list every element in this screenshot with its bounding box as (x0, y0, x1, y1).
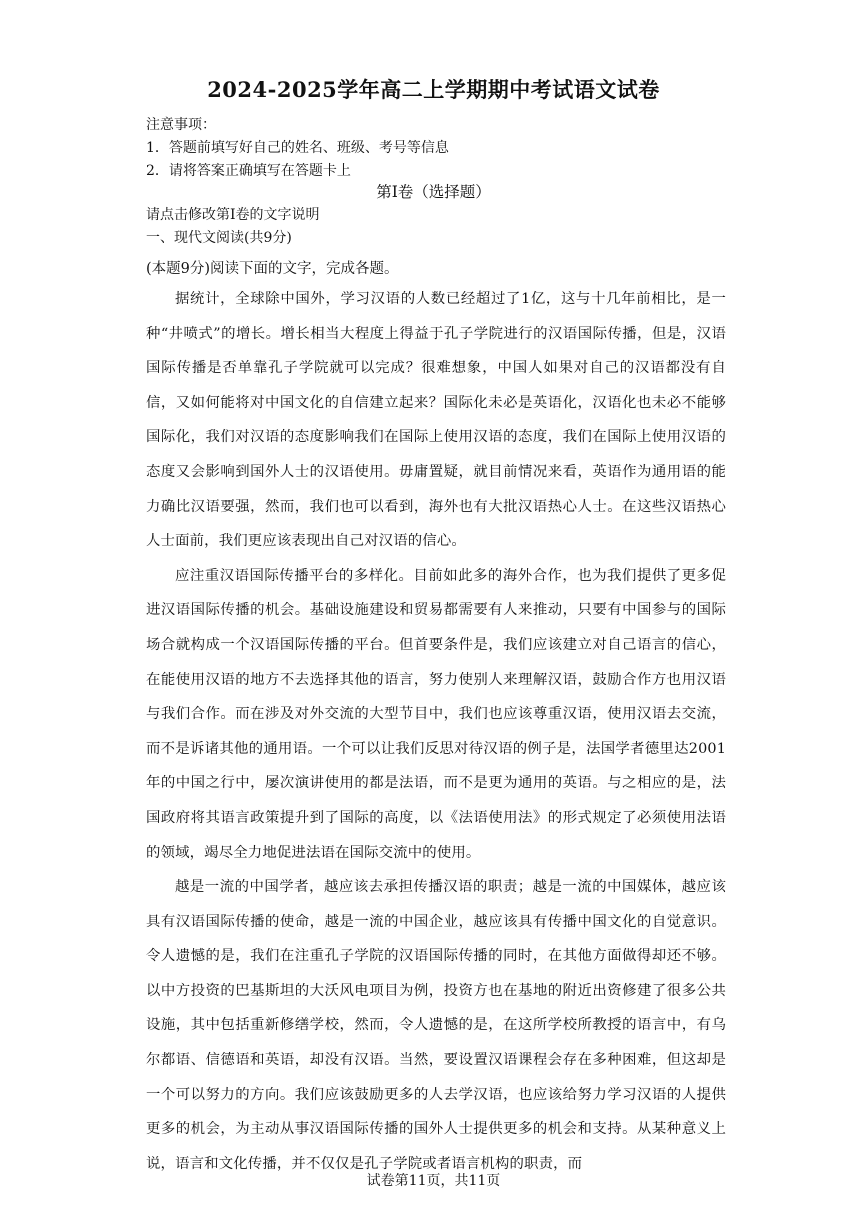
passage-paragraph-1: 据统计，全球除中国外，学习汉语的人数已经超过了1亿，这与十几年前相比，是一种“井喷式”的增长。增长相当大程度上得益于孔子学院进行的汉语国际传播，但是，汉语国际传播是否单靠孔子学院就可以完成？很难想象，中国人如果对自己的汉语都没有自信，又如何能将对中国文化的自信建立起来？国际化未必是英语化，汉语化也未必不能够国际化，我们对汉语的态度影响我们在国际上使用汉语的态度，我们在国际上使用汉语的态度又会影响到国外人士的汉语使用。毋庸置疑，就目前情况来看，英语作为通用语的能力确比汉语要强，然而，我们也可以看到，海外也有大批汉语热心人士。在这些汉语热心人士面前，我们更应该表现出自己对汉语的信心。 (146, 291, 726, 550)
question-intro: (本题9分)阅读下面的文字，完成各题。 (146, 261, 399, 277)
passage-paragraph-3: 越是一流的中国学者，越应该去承担传播汉语的职责；越是一流的中国媒体，越应该具有汉语国际传播的使命，越是一流的中国企业，越应该具有传播中国文化的自觉意识。令人遗憾的是，我们在注重孔子学院的汉语国际传播的同时，在其他方面做得却还不够。以中方投资的巴基斯坦的大沃风电项目为例，投资方也在基地的附近出资修建了很多公共设施，其中包括重新修缮学校，然而，令人遗憾的是，在这所学校所教授的语言中，有乌尔都语、信德语和英语，却没有汉语。当然，要设置汉语课程会存在多种困难，但这却是一个可以努力的方向。我们应该鼓励更多的人去学汉语，也应该给努力学习汉语的人提供更多的机会，为主动从事汉语国际传播的国外人士提供更多的机会和支持。从某种意义上说，语言和文化传播，并不仅仅是孔子学院或者语言机构的职责，而 (146, 879, 726, 1172)
section-note: 请点击修改第I卷的文字说明 (146, 207, 320, 223)
notes-item-2: 2．请将答案正确填写在答题卡上 (146, 163, 351, 179)
page-footer: 试卷第11页，共11页 (366, 1173, 501, 1189)
notes-heading: 注意事项： (146, 117, 216, 133)
notes-block (146, 114, 726, 183)
section-intro (146, 204, 726, 250)
section-title: 第I卷（选择题） (376, 183, 491, 201)
part-title: 一、现代文阅读(共9分) (146, 230, 292, 246)
exam-title: 2024-2025学年高二上学期期中考试语文试卷 (207, 77, 660, 102)
reading-passage (146, 282, 726, 1181)
notes-item-1: 1．答题前填写好自己的姓名、班级、考号等信息 (146, 140, 449, 156)
passage-paragraph-2: 应注重汉语国际传播平台的多样化。目前如此多的海外合作，也为我们提供了更多促进汉语国际传播的机会。基础设施建设和贸易都需要有人来推动，只要有中国参与的国际场合就构成一个汉语国际传播的平台。但首要条件是，我们应该建立对自己语言的信心，在能使用汉语的地方不去选择其他的语言，努力使别人来理解汉语，鼓励合作方也用汉语与我们合作。而在涉及对外交流的大型节目中，我们也应该尊重汉语，使用汉语去交流，而不是诉诸其他的通用语。一个可以让我们反思对待汉语的例子是，法国学者德里达2001年的中国之行中，屡次演讲使用的都是法语，而不是更为通用的英语。与之相应的是，法国政府将其语言政策提升到了国际的高度，以《法语使用法》的形式规定了必须使用法语的领域，竭尽全力地促进法语在国际交流中的使用。 (146, 567, 726, 861)
